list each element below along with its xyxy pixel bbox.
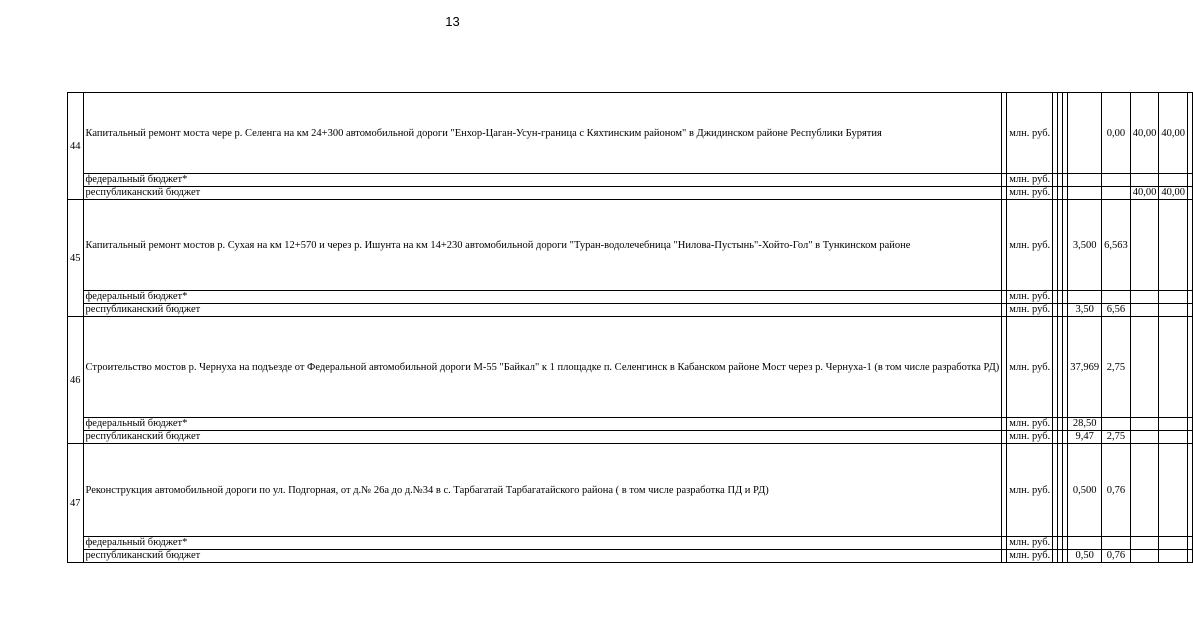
value-cell: 0,50 xyxy=(1068,550,1102,563)
unit-cell: млн. руб. xyxy=(1007,93,1053,174)
value-cell: 0,76 xyxy=(1102,444,1131,537)
value-cell xyxy=(1102,537,1131,550)
project-description: Капитальный ремонт мостов р. Сухая на км 12+570 и через р. Ишунта на км 14+230 автомобильной дороги "Туран-водолечебница "Нилова-Пустынь"-Хойто-Гол" в Тункинском районе xyxy=(83,200,1002,291)
value-cell: 3,500 xyxy=(1068,200,1102,291)
project-description: Капитальный ремонт моста чере р. Селенга на км 24+300 автомобильной дороги "Енхор-Цаган-Усун-граница с Кяхтинским районом" в Джидинском районе Республики Бурятия xyxy=(83,93,1002,174)
unit-cell: млн. руб. xyxy=(1007,550,1053,563)
unit-cell: млн. руб. xyxy=(1007,431,1053,444)
value-cell xyxy=(1159,200,1188,291)
unit-cell: млн. руб. xyxy=(1007,291,1053,304)
budget-source-label: федеральный бюджет* xyxy=(83,537,1002,550)
value-cell: 40,00 xyxy=(1159,187,1188,200)
value-cell xyxy=(1187,431,1192,444)
value-cell xyxy=(1130,304,1159,317)
value-cell xyxy=(1187,317,1192,418)
value-cell xyxy=(1102,187,1131,200)
value-cell xyxy=(1159,304,1188,317)
value-cell: 28,50 xyxy=(1068,418,1102,431)
value-cell xyxy=(1068,187,1102,200)
budget-table xyxy=(67,92,1193,563)
value-cell xyxy=(1130,418,1159,431)
unit-cell: млн. руб. xyxy=(1007,174,1053,187)
value-cell xyxy=(1130,550,1159,563)
table-subrow xyxy=(68,431,1193,444)
table-row xyxy=(68,200,1193,291)
value-cell xyxy=(1187,200,1192,291)
value-cell xyxy=(1102,291,1131,304)
value-cell xyxy=(1068,93,1102,174)
value-cell xyxy=(1130,317,1159,418)
value-cell xyxy=(1159,174,1188,187)
budget-table-body xyxy=(68,93,1193,563)
value-cell xyxy=(1187,187,1192,200)
table-subrow xyxy=(68,187,1193,200)
table-subrow xyxy=(68,418,1193,431)
value-cell: 40,00 xyxy=(1130,187,1159,200)
value-cell xyxy=(1159,291,1188,304)
value-cell xyxy=(1130,200,1159,291)
value-cell xyxy=(1187,291,1192,304)
value-cell xyxy=(1102,418,1131,431)
unit-cell: млн. руб. xyxy=(1007,418,1053,431)
value-cell xyxy=(1187,418,1192,431)
value-cell xyxy=(1068,291,1102,304)
value-cell xyxy=(1159,444,1188,537)
budget-source-label: республиканский бюджет xyxy=(83,304,1002,317)
value-cell: 6,56 xyxy=(1102,304,1131,317)
page-number: 13 xyxy=(445,14,460,29)
budget-source-label: республиканский бюджет xyxy=(83,431,1002,444)
value-cell: 40,00 xyxy=(1159,93,1188,174)
table-subrow xyxy=(68,174,1193,187)
value-cell: 2,75 xyxy=(1102,431,1131,444)
value-cell: 0,500 xyxy=(1068,444,1102,537)
budget-source-label: федеральный бюджет* xyxy=(83,291,1002,304)
value-cell xyxy=(1068,537,1102,550)
table-subrow xyxy=(68,291,1193,304)
value-cell xyxy=(1187,537,1192,550)
table-subrow xyxy=(68,550,1193,563)
unit-cell: млн. руб. xyxy=(1007,200,1053,291)
budget-source-label: федеральный бюджет* xyxy=(83,174,1002,187)
row-number: 46 xyxy=(68,317,84,444)
project-description: Реконструкция автомобильной дороги по ул. Подгорная, от д.№ 26а до д.№34 в с. Тарбагатай Тарбагатайского района ( в том числе разработка ПД и РД) xyxy=(83,444,1002,537)
table-subrow xyxy=(68,304,1193,317)
unit-cell: млн. руб. xyxy=(1007,537,1053,550)
value-cell xyxy=(1159,431,1188,444)
value-cell xyxy=(1187,550,1192,563)
value-cell xyxy=(1130,444,1159,537)
value-cell: 9,47 xyxy=(1068,431,1102,444)
value-cell: 37,969 xyxy=(1068,317,1102,418)
value-cell: 40,00 xyxy=(1130,93,1159,174)
value-cell xyxy=(1187,304,1192,317)
value-cell xyxy=(1130,431,1159,444)
unit-cell: млн. руб. xyxy=(1007,304,1053,317)
unit-cell: млн. руб. xyxy=(1007,187,1053,200)
budget-source-label: федеральный бюджет* xyxy=(83,418,1002,431)
unit-cell: млн. руб. xyxy=(1007,317,1053,418)
budget-source-label: республиканский бюджет xyxy=(83,187,1002,200)
value-cell: 2,75 xyxy=(1102,317,1131,418)
value-cell xyxy=(1102,174,1131,187)
row-number: 47 xyxy=(68,444,84,563)
table-row xyxy=(68,317,1193,418)
value-cell: 0,76 xyxy=(1102,550,1131,563)
row-number: 44 xyxy=(68,93,84,200)
unit-cell: млн. руб. xyxy=(1007,444,1053,537)
table-row xyxy=(68,444,1193,537)
value-cell: 6,563 xyxy=(1102,200,1131,291)
value-cell: 3,50 xyxy=(1068,304,1102,317)
table-subrow xyxy=(68,537,1193,550)
budget-source-label: республиканский бюджет xyxy=(83,550,1002,563)
value-cell: 0,00 xyxy=(1102,93,1131,174)
value-cell xyxy=(1068,174,1102,187)
value-cell xyxy=(1187,444,1192,537)
table-row xyxy=(68,93,1193,174)
value-cell xyxy=(1130,174,1159,187)
value-cell xyxy=(1130,537,1159,550)
value-cell xyxy=(1159,550,1188,563)
value-cell xyxy=(1159,317,1188,418)
value-cell xyxy=(1159,537,1188,550)
value-cell xyxy=(1187,93,1192,174)
project-description: Строительство мостов р. Чернуха на подъезде от Федеральной автомобильной дороги М-55 "Байкал" к 1 площадке п. Селенгинск в Кабанском районе Мост через р. Чернуха-1 (в том числе разработка РД) xyxy=(83,317,1002,418)
value-cell xyxy=(1187,174,1192,187)
value-cell xyxy=(1159,418,1188,431)
value-cell xyxy=(1130,291,1159,304)
row-number: 45 xyxy=(68,200,84,317)
